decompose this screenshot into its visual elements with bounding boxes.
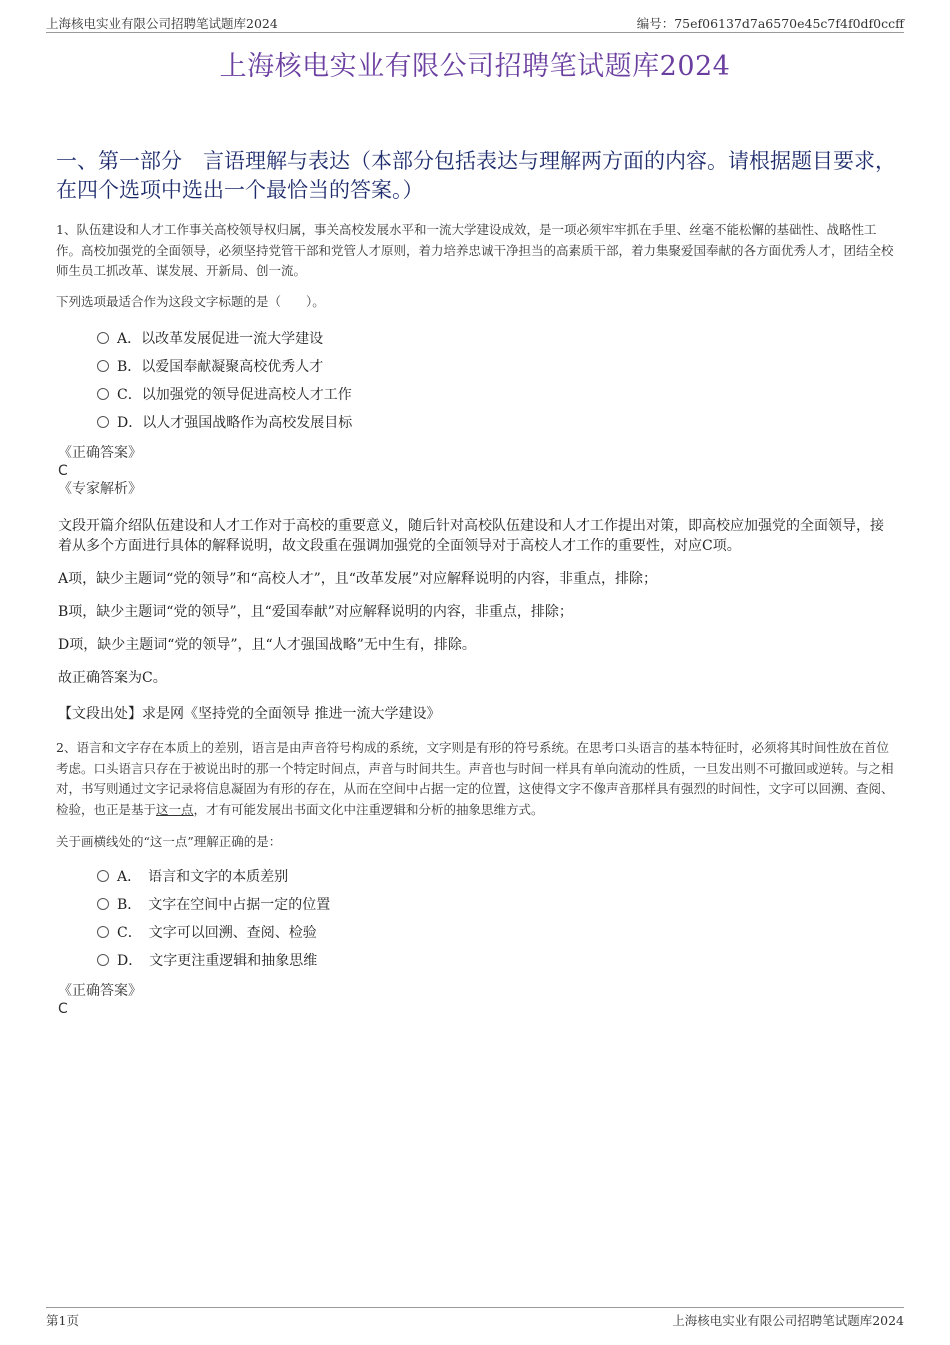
- answer-value: C: [58, 1001, 68, 1017]
- option-d[interactable]: [97, 409, 352, 437]
- option-label: A．以改革发展促进一流大学建设: [117, 331, 324, 347]
- radio-icon[interactable]: [97, 926, 109, 938]
- option-label: A． 语言和文字的本质差别: [117, 869, 289, 885]
- option-label: D． 文字更注重逻辑和抽象思维: [117, 953, 318, 969]
- option-b[interactable]: [97, 353, 352, 381]
- analysis-paragraph: B项，缺少主题词“党的领导”，且“爱国奉献”对应解释说明的内容，非重点，排除；: [58, 604, 573, 620]
- question-2-passage: [56, 738, 896, 820]
- analysis-paragraph: D项，缺少主题词“党的领导”，且“人才强国战略”无中生有，排除。: [58, 637, 476, 653]
- option-c[interactable]: [97, 381, 352, 409]
- radio-icon[interactable]: [97, 898, 109, 910]
- option-d[interactable]: [97, 947, 330, 975]
- option-label: C．以加强党的领导促进高校人才工作: [117, 387, 352, 403]
- question-2-stem: 关于画横线处的“这一点”理解正确的是：: [56, 834, 282, 849]
- radio-icon[interactable]: [97, 416, 109, 428]
- footer-title: 上海核电实业有限公司招聘笔试题库2024: [672, 1313, 904, 1328]
- option-a[interactable]: [97, 863, 330, 891]
- question-2-options: [97, 863, 330, 975]
- page-number: 第1页: [46, 1313, 79, 1328]
- radio-icon[interactable]: [97, 360, 109, 372]
- question-1-options: [97, 325, 352, 437]
- option-a[interactable]: [97, 325, 352, 353]
- analysis-paragraph: 文段开篇介绍队伍建设和人才工作对于高校的重要意义，随后针对高校队伍建设和人才工作提出对策，即高校应加强党的全面领导，接着从多个方面进行具体的解释说明，故文段重在强调加强党的全面领导对于高校人才工作的重要性，对应C项。: [58, 518, 884, 554]
- answer-value: C: [58, 463, 68, 479]
- passage-source: 【文段出处】求是网《坚持党的全面领导 推进一流大学建设》: [58, 706, 441, 722]
- underlined-phrase: 这一点: [156, 801, 194, 817]
- page-footer: [46, 1307, 904, 1327]
- passage-text: 2、语言和文字存在本质上的差别，语言是由声音符号构成的系统，文字则是有形的符号系统。在思考口头语言的基本特征时，必须将其时间性放在首位考虑。口头语言只存在于被说出时的那一个特定时间点，声音与时间共生。声音也与时间一样具有单向流动的性质，一旦发出则不可撤回或逆转。与之相对，书写则通过文字记录将信息凝固为有形的存在，从而在空间中占据一定的位置，这使得文字不像声音那样具有强烈的时间性，文字可以回溯、查阅、检验，也正是基于: [56, 740, 894, 817]
- analysis-paragraph: A项，缺少主题词“党的领导”和“高校人才”，且“改革发展”对应解释说明的内容，非重点，排除；: [58, 571, 658, 587]
- question-1-stem: 下列选项最适合作为这段文字标题的是（ ）。: [56, 294, 325, 309]
- document-id: 编号：75ef06137d7a6570e45c7f4f0df0ccff: [636, 16, 904, 31]
- header-title: 上海核电实业有限公司招聘笔试题库2024: [46, 16, 278, 31]
- radio-icon[interactable]: [97, 870, 109, 882]
- radio-icon[interactable]: [97, 388, 109, 400]
- page-title: 上海核电实业有限公司招聘笔试题库2024: [219, 51, 731, 82]
- radio-icon[interactable]: [97, 954, 109, 966]
- option-b[interactable]: [97, 891, 330, 919]
- answer-label: 《正确答案》: [58, 983, 142, 999]
- answer-label: 《正确答案》: [58, 445, 142, 461]
- question-2-answer-block: [58, 982, 142, 1018]
- analysis-label: 《专家解析》: [58, 481, 142, 497]
- option-label: D．以人才强国战略作为高校发展目标: [117, 415, 353, 431]
- question-1-passage: 1、队伍建设和人才工作事关高校领导权归属，事关高校发展水平和一流大学建设成效，是一项必须牢牢抓在手里、丝毫不能松懈的基础性、战略性工作。高校加强党的全面领导，必须坚持党管干部和党管人才原则，着力培养忠诚干净担当的高素质干部，着力集聚爱国奉献的各方面优秀人才，团结全校师生员工抓改革、谋发展、开新局、创一流。: [56, 222, 894, 278]
- section-title: 一、第一部分 言语理解与表达（本部分包括表达与理解两方面的内容。请根据题目要求，在四个选项中选出一个最恰当的答案。）: [56, 149, 896, 202]
- question-1-answer-block: [58, 444, 142, 498]
- option-label: B．以爱国奉献凝聚高校优秀人才: [117, 359, 324, 375]
- analysis-paragraph: 故正确答案为C。: [58, 670, 167, 686]
- page-header: [46, 14, 904, 33]
- option-c[interactable]: [97, 919, 330, 947]
- option-label: B． 文字在空间中占据一定的位置: [117, 897, 331, 913]
- radio-icon[interactable]: [97, 332, 109, 344]
- question-1-analysis: [58, 516, 888, 701]
- option-label: C． 文字可以回溯、查阅、检验: [117, 925, 317, 941]
- passage-text: ，才有可能发展出书面文化中注重逻辑和分析的抽象思维方式。: [193, 801, 544, 817]
